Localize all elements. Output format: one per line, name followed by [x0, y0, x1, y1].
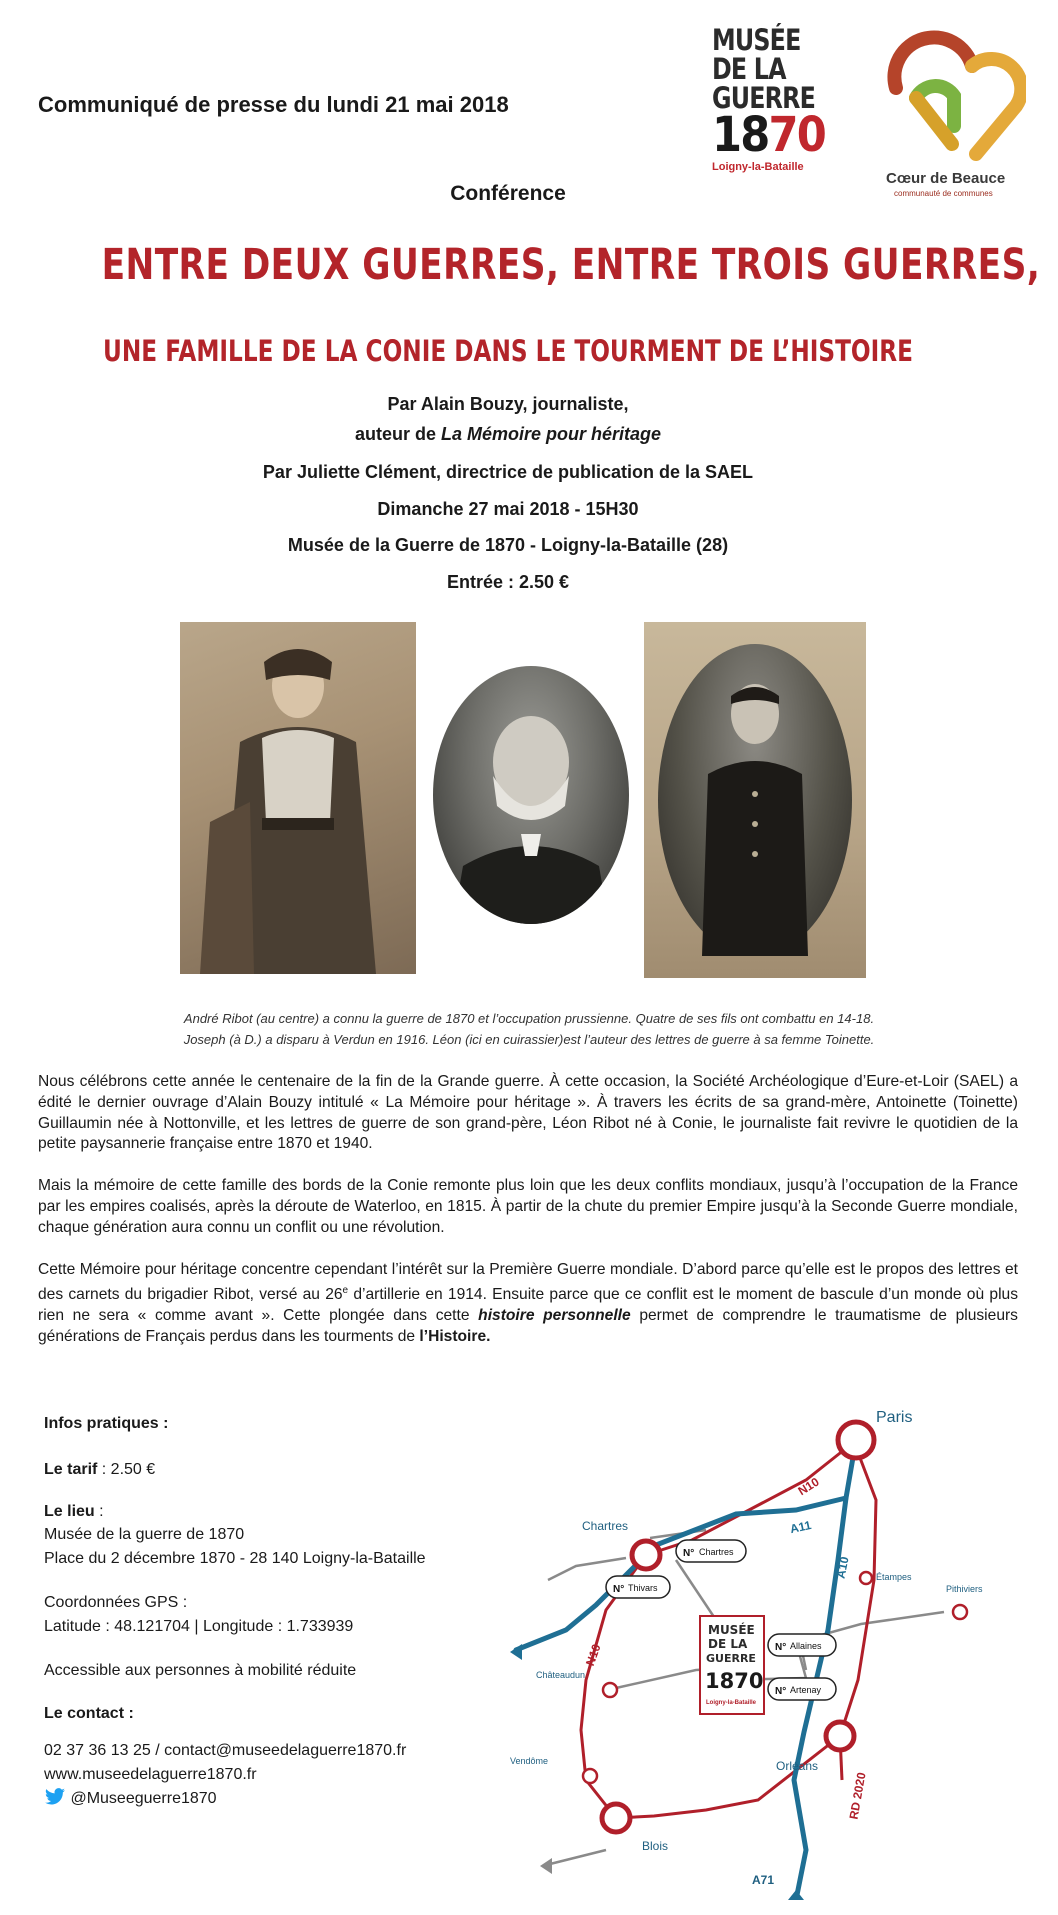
svg-text:Allaines: Allaines [790, 1641, 822, 1651]
coeur-heart-icon [876, 26, 1026, 166]
infos-twitter[interactable]: @Museeguerre1870 [44, 1787, 217, 1810]
coeur-logo-name: Cœur de Beauce [886, 170, 1006, 187]
svg-text:1870: 1870 [705, 1669, 764, 1693]
event-type: Conférence [450, 182, 566, 205]
museum-logo-line3: GUERRE [712, 81, 816, 115]
road-label-a11: A11 [788, 1517, 813, 1537]
road-label-rd2020: RD 2020 [846, 1771, 869, 1821]
city-label-vendome: Vendôme [510, 1756, 549, 1766]
svg-text:Thivars: Thivars [628, 1583, 658, 1593]
svg-text:MUSÉE: MUSÉE [708, 1623, 755, 1637]
access-map [506, 1380, 1046, 1900]
city-label-chateaudun: Châteaudun [536, 1670, 586, 1680]
photo-leon-cuirassier [180, 622, 416, 974]
infos-accessibility: Accessible aux personnes à mobilité réduite [44, 1662, 357, 1679]
svg-text:N°: N° [775, 1642, 787, 1653]
svg-text:N°: N° [613, 1584, 625, 1595]
road-label-n10-left: N10 [582, 1642, 604, 1668]
twitter-icon [44, 1788, 66, 1806]
event-subtitle: UNE FAMILLE DE LA CONIE DANS LE TOURMENT DE L’HISTOIRE [103, 334, 913, 368]
svg-text:Chartres: Chartres [699, 1547, 734, 1557]
museum-logo-year: 1870 [712, 107, 826, 163]
museum-logo-town: Loigny-la-Bataille [712, 161, 804, 173]
infos-gps-values: Latitude : 48.121704 | Longitude : 1.733939 [44, 1618, 354, 1635]
body-paragraph-2: Mais la mémoire de cette famille des bords de la Conie remonte plus loin que les deux conflits mondiaux, jusqu’à l’occupation de la France par les empires coalisés, après la déroute de Waterloo, en 1815. À partir de la chute du premier Empire jusqu’à la Seconde Guerre mondiale, chaque génération aura connu un conflit ou une révolution. [38, 1177, 1018, 1236]
city-marker-paris [838, 1422, 874, 1458]
exit-artenay [768, 1678, 836, 1700]
city-marker-orleans [826, 1722, 854, 1750]
infos-gps-label: Coordonnées GPS : [44, 1594, 188, 1611]
photo-caption-line2: Joseph (à D.) a disparu à Verdun en 1916. Léon (ici en cuirassier)est l’auteur des lettres de guerre à sa femme Toinette. [183, 1032, 875, 1047]
photo-andre-ribot [433, 666, 629, 924]
road-label-a10: A10 [833, 1555, 852, 1580]
museum-logo [712, 23, 826, 198]
city-label-etampes: Étampes [876, 1572, 912, 1582]
city-label-orleans: Orléans [776, 1759, 819, 1773]
photo-caption-line1: André Ribot (au centre) a connu la guerre de 1870 et l’occupation prussienne. Quatre de ses fils ont combattu en 14-18. [183, 1011, 875, 1026]
svg-text:N°: N° [683, 1548, 695, 1559]
city-label-paris: Paris [876, 1409, 913, 1426]
svg-text:DE LA: DE LA [708, 1637, 748, 1651]
city-label-chartres: Chartres [582, 1519, 629, 1533]
museum-logo-line2: DE LA [712, 52, 786, 86]
infos-contact-label: Le contact : [44, 1705, 134, 1722]
body-paragraph-3: Cette Mémoire pour héritage concentre cependant l’intérêt sur la Première Guerre mondiale. D’abord parce qu’elle est le propos des lettres et des carnets du brigadier Ribot, versé au 26e d’artillerie en 1914. Ensuite parce que ce conflit est le moment de bascule d’un monde où plus rien ne sera « comme avant ». Cette plongée dans cette histoire personnelle permet de comprendre le traumatisme de plusieurs générations de Français perdus dans les tourments de l’Histoire. [38, 1261, 1019, 1345]
map-museum-badge [700, 1616, 764, 1714]
exit-allaines [768, 1634, 836, 1656]
svg-text:Artenay: Artenay [790, 1685, 822, 1695]
exit-thivars [606, 1576, 670, 1598]
event-venue: Musée de la Guerre de 1870 - Loigny-la-Bataille (28) [287, 535, 729, 555]
infos-tarif: Le tarif : 2.50 € [44, 1461, 156, 1478]
body-paragraph-1: Nous célébrons cette année le centenaire de la fin de la Grande guerre. À cette occasion, la Société Archéologique d’Eure-et-Loir (SAEL) a édité le dernier ouvrage d’Alain Bouzy intitulé « La Mémoire pour héritage ». À travers les écrits de sa grand-mère, Antoinette (Toinette) Guillaumin née à Nottonville, et les lettres de guerre de son grand-père, Léon Ribot né à Conie, le journaliste fait revivre le quotidien de la petite paysannerie française entre 1870 et 1940. [38, 1073, 1018, 1153]
city-marker-blois [602, 1804, 630, 1832]
photo-joseph-ribot [644, 622, 866, 978]
city-label-pithiviers: Pithiviers [946, 1584, 983, 1594]
museum-logo-line1: MUSÉE [712, 23, 801, 57]
infos-website-link[interactable]: www.museedelaguerre1870.fr [44, 1766, 257, 1783]
city-marker-chartres [632, 1541, 660, 1569]
svg-text:GUERRE: GUERRE [706, 1652, 756, 1665]
svg-text:N°: N° [775, 1686, 787, 1697]
infos-lieu-label: Le lieu : [44, 1503, 104, 1520]
road-label-n10-top: N10 [795, 1474, 822, 1499]
author-line: Par Alain Bouzy, journaliste, [387, 394, 629, 414]
city-label-blois: Blois [642, 1839, 669, 1853]
road-label-a71: A71 [752, 1873, 775, 1887]
event-title: ENTRE DEUX GUERRES, ENTRE TROIS GUERRES, [101, 240, 1041, 290]
event-date: Dimanche 27 mai 2018 - 15H30 [377, 499, 639, 519]
coeur-logo-subtitle: communauté de communes [894, 189, 993, 198]
event-entry-price: Entrée : 2.50 € [446, 572, 570, 592]
second-speaker: Par Juliette Clément, directrice de publication de la SAEL [262, 462, 754, 482]
infos-contact-phone-email[interactable]: 02 37 36 13 25 / contact@museedelaguerre1870.fr [44, 1742, 407, 1759]
book-line: auteur de La Mémoire pour héritage [354, 424, 662, 444]
infos-heading: Infos pratiques : [44, 1415, 169, 1432]
infos-lieu-line2: Place du 2 décembre 1870 - 28 140 Loigny-la-Bataille [44, 1550, 426, 1567]
press-release-date: Communiqué de presse du lundi 21 mai 2018 [38, 92, 509, 117]
book-title: La Mémoire pour héritage [440, 424, 662, 444]
infos-lieu-line1: Musée de la guerre de 1870 [44, 1526, 245, 1543]
svg-text:Loigny-la-Bataille: Loigny-la-Bataille [706, 1700, 757, 1706]
exit-chartres [676, 1540, 746, 1562]
